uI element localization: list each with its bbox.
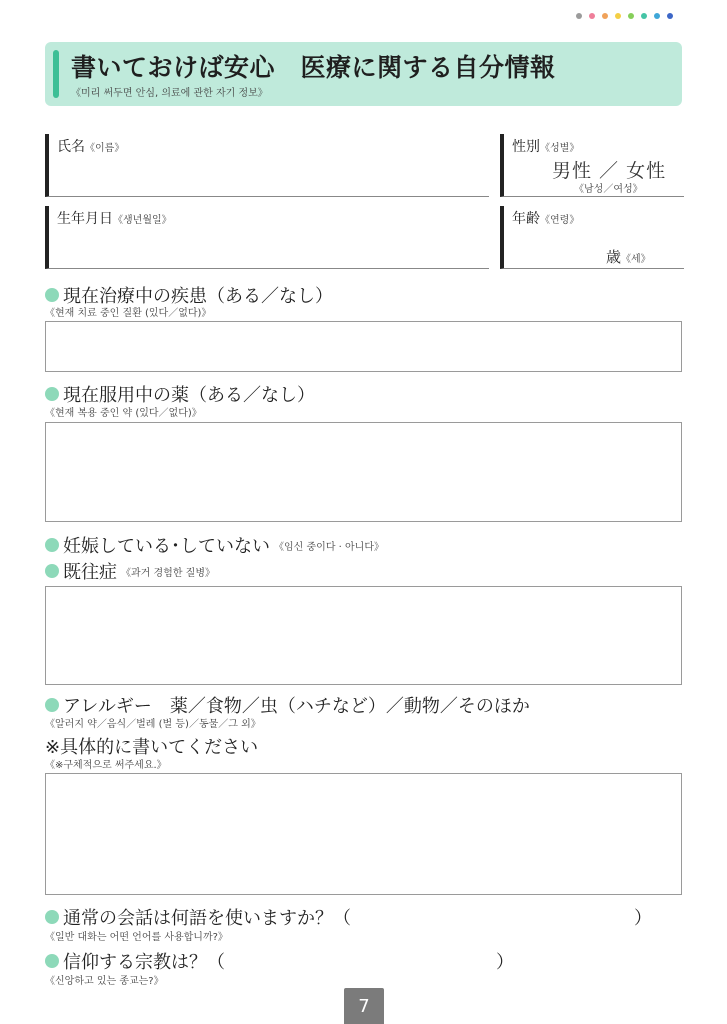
current-medicine-input[interactable] xyxy=(45,422,682,522)
bullet-icon xyxy=(45,538,59,552)
page-number: 7 xyxy=(344,988,384,1024)
dot-1 xyxy=(576,13,582,19)
bullet-icon xyxy=(45,387,59,401)
age-unit-ja: 歳 xyxy=(606,248,622,266)
age-label-ja: 年齢 xyxy=(512,211,540,227)
decorative-dots xyxy=(576,13,673,21)
page-title: 書いておけば安心 医療に関する自分情報 xyxy=(71,53,556,82)
religion-heading-ko: 《신앙하고 있는 종교는?》 xyxy=(45,976,164,987)
header-banner xyxy=(45,42,682,106)
past-illness-heading-ko: 《과거 경험한 질병》 xyxy=(121,567,215,579)
pregnancy-heading-text: 妊娠している･していない xyxy=(63,536,270,557)
gender-label-ko: 《성별》 xyxy=(540,143,580,154)
allergy-note-ko: 《※구체적으로 써주세요.》 xyxy=(45,760,167,771)
past-illness-input[interactable] xyxy=(45,586,682,685)
bullet-icon xyxy=(45,564,59,578)
gender-field[interactable] xyxy=(500,134,684,197)
name-label-ja: 氏名 xyxy=(57,139,85,155)
age-field[interactable] xyxy=(500,206,684,269)
allergy-heading-ko: 《알러지 약／음식／벌레 (벌 등)／동물／그 외》 xyxy=(45,719,261,730)
bullet-icon xyxy=(45,698,59,712)
current-illness-input[interactable] xyxy=(45,321,682,372)
gender-options[interactable]: 男性 ／ 女性 xyxy=(552,160,667,182)
religion-heading-text: 信仰する宗教は？（ xyxy=(63,952,225,973)
dot-7 xyxy=(654,13,660,19)
name-label-ko: 《이름》 xyxy=(85,143,125,154)
language-heading xyxy=(45,904,351,930)
current-illness-heading-ko: 《현재 치료 중인 질환 (있다／없다)》 xyxy=(45,308,212,319)
birthdate-label-ja: 生年月日 xyxy=(57,211,113,227)
current-medicine-heading-text: 現在服用中の薬（ある／なし） xyxy=(63,385,315,406)
bullet-icon xyxy=(45,288,59,302)
age-unit-ko: 《세》 xyxy=(621,254,651,265)
dot-6 xyxy=(641,13,647,19)
name-field[interactable] xyxy=(45,134,489,197)
banner-accent-bar xyxy=(53,50,59,98)
age-label-ko: 《연령》 xyxy=(540,215,580,226)
religion-close-paren: ） xyxy=(496,952,514,973)
allergy-input[interactable] xyxy=(45,773,682,895)
pregnancy-heading-ko: 《임신 중이다 · 아니다》 xyxy=(274,541,384,553)
bullet-icon xyxy=(45,954,59,968)
past-illness-heading xyxy=(45,558,215,584)
language-input[interactable] xyxy=(372,906,632,928)
religion-input[interactable] xyxy=(232,950,494,972)
name-label xyxy=(57,136,124,156)
age-unit xyxy=(606,246,651,267)
gender-label xyxy=(512,136,579,156)
dot-8 xyxy=(667,13,673,19)
allergy-note: ※具体的に書いてください xyxy=(45,737,259,758)
birthdate-field[interactable] xyxy=(45,206,489,269)
allergy-heading-text: アレルギー 薬／食物／虫（ハチなど）／動物／そのほか xyxy=(63,696,530,717)
language-heading-ko: 《일반 대화는 어떤 언어를 사용합니까?》 xyxy=(45,932,228,943)
religion-heading xyxy=(45,948,225,974)
past-illness-heading-text: 既往症 xyxy=(63,562,117,583)
gender-options-ko: 《남성／여성》 xyxy=(574,184,643,195)
page-subtitle: 《미리 써두면 안심, 의료에 관한 자기 정보》 xyxy=(71,88,268,99)
language-heading-text: 通常の会話は何語を使いますか？（ xyxy=(63,908,351,929)
age-label xyxy=(512,208,579,228)
birthdate-label xyxy=(57,208,172,228)
dot-3 xyxy=(602,13,608,19)
current-medicine-heading-ko: 《현재 복용 중인 약 (있다／없다)》 xyxy=(45,408,202,419)
gender-label-ja: 性別 xyxy=(512,139,540,155)
current-illness-heading-text: 現在治療中の疾患（ある／なし） xyxy=(63,286,333,307)
dot-5 xyxy=(628,13,634,19)
dot-4 xyxy=(615,13,621,19)
pregnancy-heading[interactable] xyxy=(45,532,384,558)
birthdate-label-ko: 《생년월일》 xyxy=(113,215,172,226)
bullet-icon xyxy=(45,910,59,924)
dot-2 xyxy=(589,13,595,19)
language-close-paren: ） xyxy=(634,908,652,929)
